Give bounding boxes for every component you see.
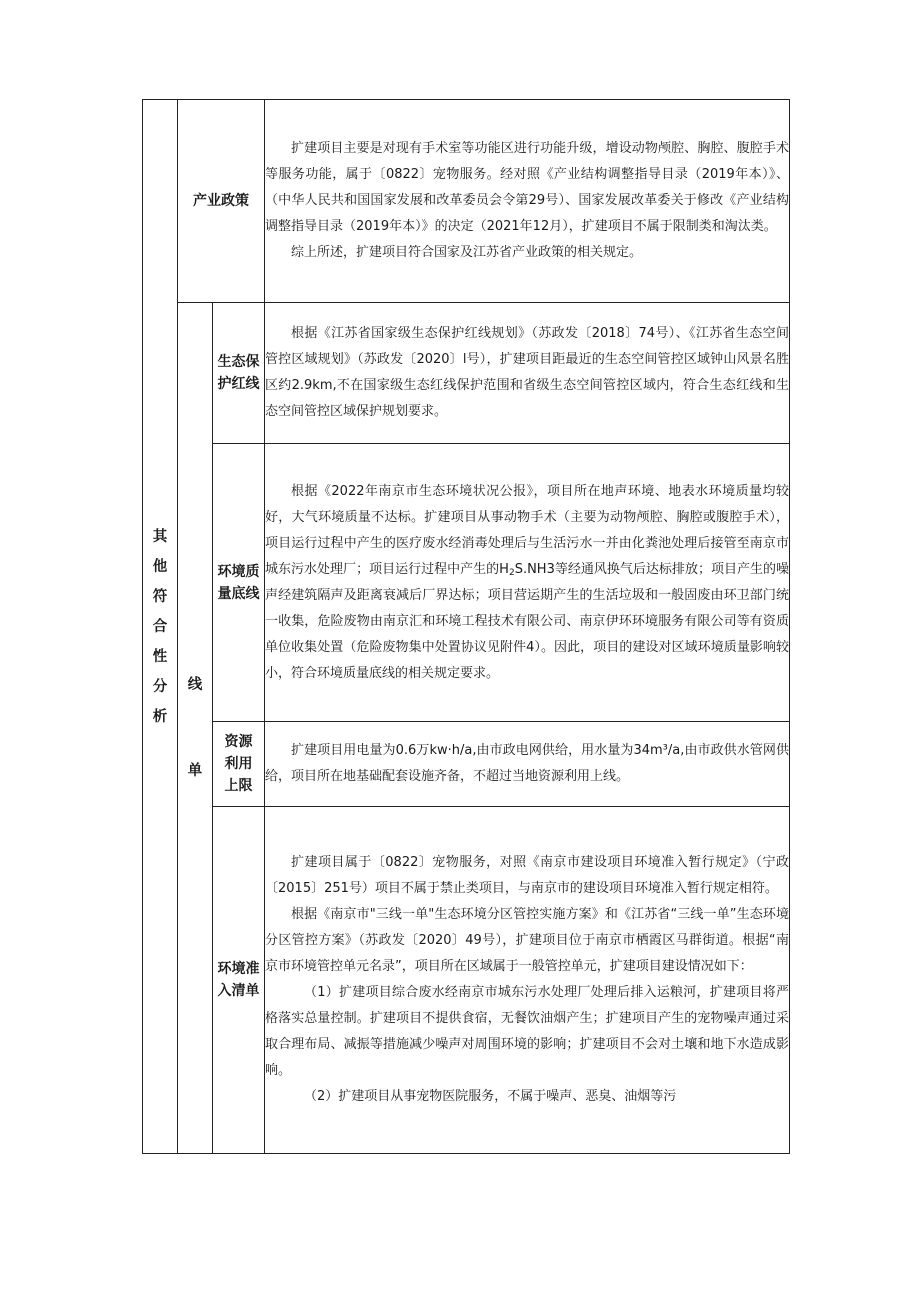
paragraph: 根据《2022年南京市生态环境状况公报》，项目所在地声环境、地表水环境质量均较好，大气环境质量不达标。扩建项目从事动物手术（主要为动物颅腔、胸腔或腹腔手术），项目运行过程中产生的医疗废水经消毒处理后与生活污水一并由化粪池处理后接管至南京市城东污水处理厂；项目运行过程中产生的$H_2S.NH3$等经通风换气后达标排放；项目产生的噪声经建筑隔声及距离衰减后厂界达标；项目营运期产生的生活垃圾和一般固废由环卫部门统一收集，危险废物由南京汇和环境工程技术有限公司、南京伊环环境服务有限公司等有资质单位收集处置（危险废物集中处置协议见附件4）。因此，项目的建设对区域环境质量影响较小，符合环境质量底线的相关规定要求。 xyxy=(265,483,790,681)
row-access-list xyxy=(143,807,790,1154)
paragraph: （2）扩建项目从事宠物医院服务，不属于噪声、恶臭、油烟等污 xyxy=(304,1089,677,1104)
resource-limit-label: 资源 利用 上限 xyxy=(213,722,265,807)
row-industry-policy xyxy=(143,100,790,303)
access-list-content xyxy=(265,807,790,1154)
paragraph: 扩建项目用电量为0.6万kw·h/a,由市政电网供给，用水量为34m³/a,由市政供水管网供给，项目所在地基础配套设施齐备，不超过当地资源利用上线。 xyxy=(265,743,789,784)
env-quality-label: 环境质量底线 xyxy=(213,444,265,722)
resource-limit-content xyxy=(265,722,790,807)
eco-redline-label: 生态保护红线 xyxy=(213,303,265,444)
paragraph: 根据《南京市"三线一单"生态环境分区管控实施方案》和《江苏省“三线一单”生态环境分区管控方案》（苏政发〔2020〕49号），扩建项目位于南京市栖霞区马群街道。根据“南京市环境管控单元名录”，项目所在区域属于一般管控单元，扩建项目建设情况如下： xyxy=(265,907,789,974)
row-resource-limit xyxy=(143,722,790,807)
paragraph: 根据《江苏省国家级生态保护红线规划》（苏政发〔2018〕74号）、《江苏省生态空间管控区域规划》（苏政发〔2020〕l号），扩建项目距最近的生态空间管控区域钟山风景名胜区约2.9km,不在国家级生态红线保护范围和省级生态空间管控区域内，符合生态红线和生态空间管控区域保护规划要求。 xyxy=(265,326,789,419)
industry-policy-label: 产业政策 xyxy=(178,100,265,303)
row-eco-redline xyxy=(143,303,790,444)
paragraph: 综上所述，扩建项目符合国家及江苏省产业政策的相关规定。 xyxy=(291,245,643,260)
paragraph: 扩建项目属于〔0822〕宠物服务，对照《南京市建设项目环境准入暂行规定》（宁政〔2015〕251号）项目不属于禁止类项目，与南京市的建设项目环境准入暂行规定相符。 xyxy=(265,855,789,896)
paragraph: （1）扩建项目综合废水经南京市城东污水处理厂处理后排入运粮河，扩建项目将严格落实总量控制。扩建项目不提供食宿，无餐饮油烟产生；扩建项目产生的宠物噪声通过采取合理布局、减振等措施减少噪声对周围环境的影响；扩建项目不会对土壤和地下水造成影响。 xyxy=(265,985,789,1078)
sanxian-label: 线 单 xyxy=(178,303,213,1154)
compliance-table xyxy=(142,99,790,1154)
industry-policy-content xyxy=(265,100,790,303)
eco-redline-content xyxy=(265,303,790,444)
paragraph: 扩建项目主要是对现有手术室等功能区进行功能升级，增设动物颅腔、胸腔、腹腔手术等服务功能，属于〔0822〕宠物服务。经对照《产业结构调整指导目录（2019年本）》、（中华人民共和国国家发展和改革委员会令第29号）、国家发展改革委关于修改《产业结构调整指导目录（2019年本）》的决定（2021年12月），扩建项目不属于限制类和淘汰类。 xyxy=(265,141,789,234)
access-list-label: 环境准入清单 xyxy=(213,807,265,1154)
row-env-quality xyxy=(143,444,790,722)
section-label-other-compliance: 其 他 符 合 性 分 析 xyxy=(143,100,178,1154)
env-quality-content xyxy=(265,444,790,722)
